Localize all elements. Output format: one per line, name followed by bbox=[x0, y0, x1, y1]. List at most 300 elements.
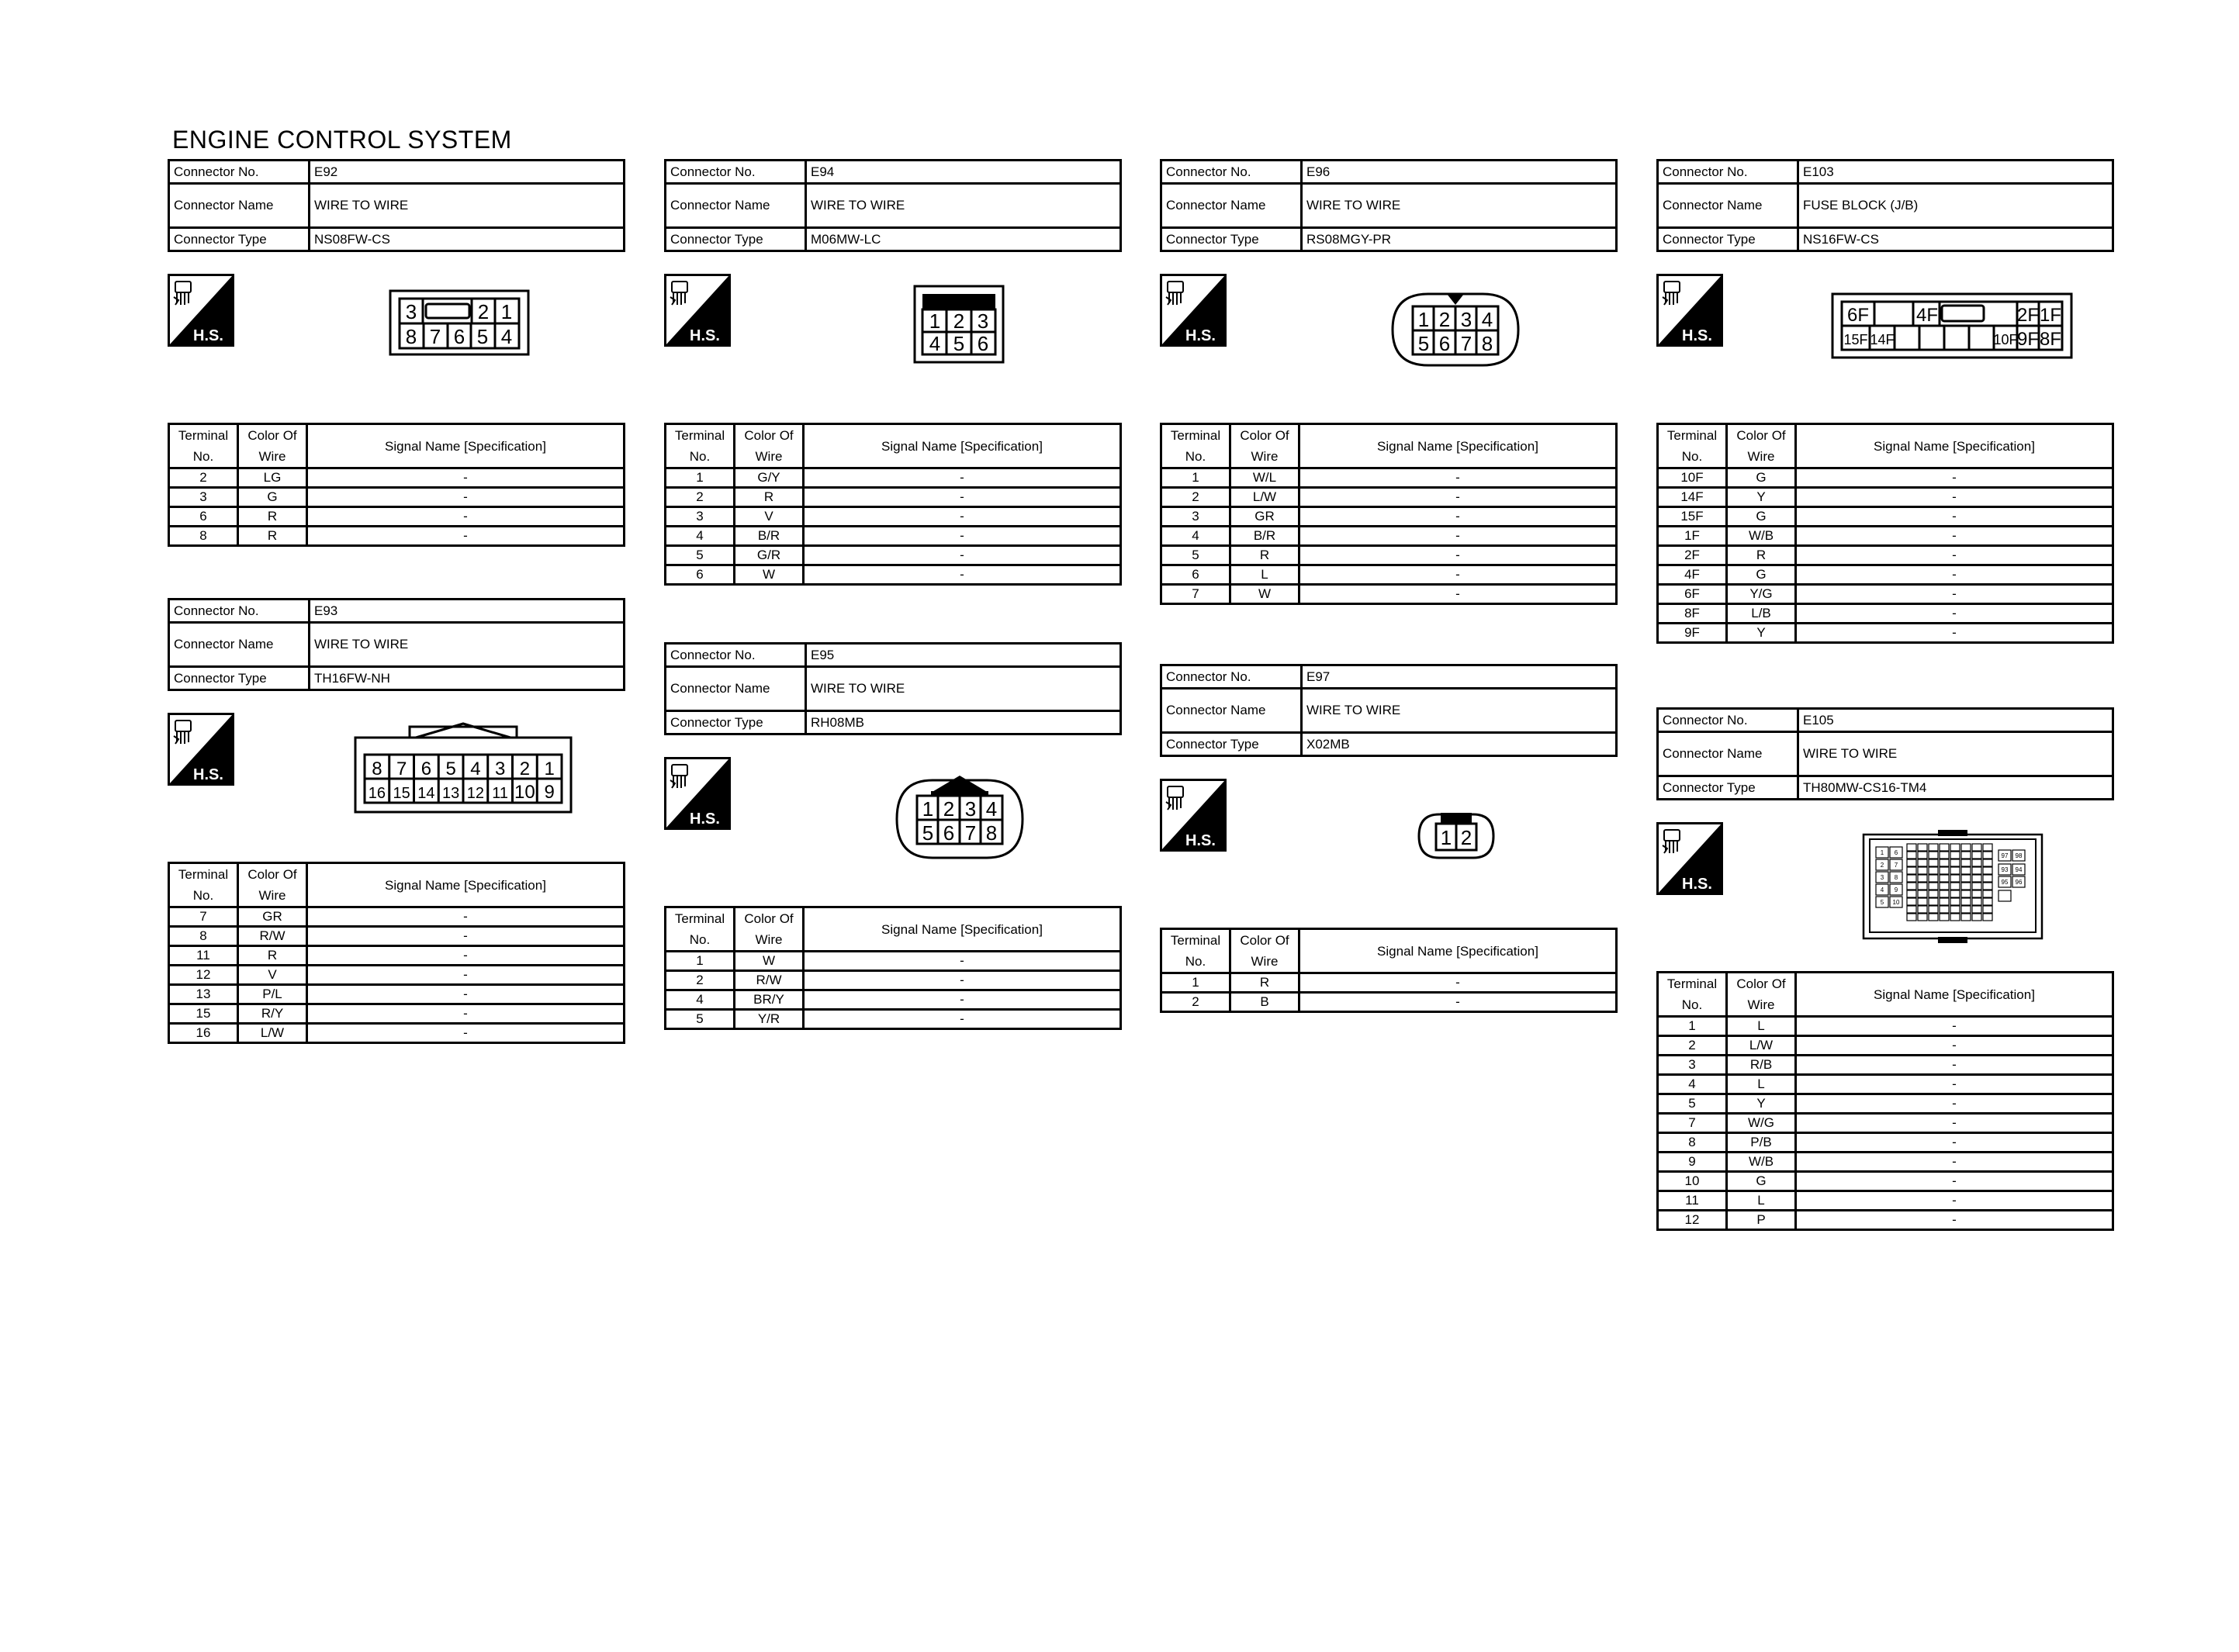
wire-color-cell: R bbox=[238, 527, 307, 546]
wire-color-cell: L bbox=[1230, 565, 1299, 585]
connector-name-value: WIRE TO WIRE bbox=[310, 623, 625, 667]
pin-label: 4F bbox=[1915, 305, 1939, 326]
pin-label: 2 bbox=[519, 759, 531, 779]
hs-label: H.S. bbox=[1185, 327, 1216, 344]
signal-name-cell: - bbox=[804, 1010, 1121, 1029]
pin-label: 5 bbox=[1880, 899, 1884, 906]
pin-label: 5 bbox=[476, 325, 489, 348]
terminal-table bbox=[1160, 928, 1618, 1013]
connector-no-value: E96 bbox=[1302, 161, 1617, 184]
terminal-no-cell: 9 bbox=[1658, 1153, 1727, 1172]
color-of-wire-header: Color Of Wire bbox=[1727, 973, 1796, 1017]
signal-name-cell: - bbox=[1796, 468, 2113, 488]
harness-side-icon bbox=[1160, 274, 1227, 347]
signal-name-cell: - bbox=[1796, 1094, 2113, 1114]
pin-label: 5 bbox=[445, 759, 456, 779]
signal-name-cell: - bbox=[1796, 1172, 2113, 1191]
signal-name-header: Signal Name [Specification] bbox=[1299, 424, 1617, 468]
pin-label: 1 bbox=[1417, 308, 1430, 331]
pin-label: 16 bbox=[368, 785, 386, 802]
wire-color-cell: L/W bbox=[1727, 1036, 1796, 1056]
table-row bbox=[1161, 973, 1617, 993]
terminal-no-cell: 2 bbox=[1658, 1036, 1727, 1056]
signal-name-cell: - bbox=[307, 1004, 625, 1024]
table-row bbox=[666, 488, 1121, 507]
signal-name-cell: - bbox=[307, 468, 625, 488]
table-row bbox=[1161, 565, 1617, 585]
wire-color-cell: Y bbox=[1727, 488, 1796, 507]
pin-label: 2 bbox=[1460, 826, 1472, 849]
hs-label: H.S. bbox=[1682, 876, 1712, 893]
connector-name-label: Connector Name bbox=[666, 184, 806, 228]
table-row bbox=[1658, 1191, 2113, 1211]
signal-name-cell: - bbox=[307, 1024, 625, 1043]
wire-color-cell: W bbox=[735, 952, 804, 971]
connector-no-value: E93 bbox=[310, 600, 625, 623]
terminal-table bbox=[1160, 423, 1618, 605]
terminal-table bbox=[168, 862, 625, 1044]
table-row bbox=[169, 927, 625, 946]
table-row bbox=[1658, 1075, 2113, 1094]
pin-label: 7 bbox=[429, 325, 441, 348]
table-row bbox=[666, 507, 1121, 527]
pin-label: 8 bbox=[1894, 874, 1898, 881]
table-row bbox=[1658, 604, 2113, 624]
pin-label: 1 bbox=[922, 797, 934, 821]
connector-name-value: WIRE TO WIRE bbox=[806, 667, 1121, 711]
terminal-no-cell: 10 bbox=[1658, 1172, 1727, 1191]
pin-label: 3 bbox=[405, 300, 417, 323]
signal-name-cell: - bbox=[1299, 488, 1617, 507]
pin-label: 5 bbox=[922, 821, 934, 845]
pin-label: 14F bbox=[1870, 332, 1895, 347]
terminal-no-cell: 13 bbox=[169, 985, 238, 1004]
harness-side-icon bbox=[1656, 822, 1723, 895]
table-row bbox=[1658, 1114, 2113, 1133]
table-row bbox=[1658, 585, 2113, 604]
wire-color-cell: B bbox=[1230, 993, 1299, 1012]
signal-name-header: Signal Name [Specification] bbox=[1796, 424, 2113, 468]
terminal-no-cell: 9F bbox=[1658, 624, 1727, 643]
table-row bbox=[1658, 488, 2113, 507]
wire-color-cell: B/R bbox=[1230, 527, 1299, 546]
connector-no-label: Connector No. bbox=[169, 600, 310, 623]
signal-name-cell: - bbox=[1796, 604, 2113, 624]
terminal-table bbox=[168, 423, 625, 547]
signal-name-cell: - bbox=[1299, 468, 1617, 488]
connector-face-e103 bbox=[1831, 292, 2073, 359]
wire-color-cell: R/W bbox=[735, 971, 804, 990]
signal-name-cell: - bbox=[1796, 1056, 2113, 1075]
terminal-no-cell: 5 bbox=[666, 546, 735, 565]
color-of-wire-header: Color Of Wire bbox=[1230, 424, 1299, 468]
pin-label: 7 bbox=[964, 821, 977, 845]
wire-color-cell: V bbox=[238, 966, 307, 985]
pin-label: 2F bbox=[2016, 305, 2040, 326]
terminal-no-cell: 12 bbox=[169, 966, 238, 985]
signal-name-cell: - bbox=[1796, 546, 2113, 565]
signal-name-cell: - bbox=[1796, 1211, 2113, 1230]
connector-type-label: Connector Type bbox=[1161, 733, 1302, 756]
pin-label: 4 bbox=[1880, 886, 1884, 893]
terminal-no-header: Terminal No. bbox=[1658, 973, 1727, 1017]
signal-name-cell: - bbox=[1796, 585, 2113, 604]
connector-type-label: Connector Type bbox=[169, 667, 310, 690]
pin-label: 3 bbox=[1460, 308, 1472, 331]
pin-label: 2 bbox=[477, 300, 490, 323]
pin-label: 7 bbox=[1460, 332, 1472, 355]
wire-color-cell: P bbox=[1727, 1211, 1796, 1230]
connector-no-label: Connector No. bbox=[1658, 161, 1798, 184]
wire-color-cell: LG bbox=[238, 468, 307, 488]
pin-label: 8F bbox=[2039, 329, 2062, 350]
terminal-table bbox=[1656, 971, 2114, 1231]
connector-no-label: Connector No. bbox=[666, 644, 806, 667]
harness-side-icon bbox=[664, 757, 731, 830]
connector-type-label: Connector Type bbox=[666, 228, 806, 251]
connector-diagram bbox=[664, 252, 1122, 355]
terminal-no-cell: 8 bbox=[1658, 1133, 1727, 1153]
color-of-wire-header: Color Of Wire bbox=[1230, 929, 1299, 973]
terminal-no-header: Terminal No. bbox=[666, 907, 735, 952]
pin-label: 4 bbox=[985, 797, 998, 821]
pin-label: 2 bbox=[953, 309, 965, 333]
connector-block-e97 bbox=[1160, 664, 1618, 1009]
signal-name-cell: - bbox=[804, 990, 1121, 1010]
terminal-no-cell: 11 bbox=[169, 946, 238, 966]
signal-name-cell: - bbox=[1796, 527, 2113, 546]
harness-side-icon bbox=[168, 713, 234, 786]
connector-name-label: Connector Name bbox=[169, 623, 310, 667]
pin-label: 1 bbox=[1440, 826, 1452, 849]
terminal-no-cell: 8 bbox=[169, 527, 238, 546]
signal-name-header: Signal Name [Specification] bbox=[307, 863, 625, 907]
wire-color-cell: W bbox=[1230, 585, 1299, 604]
connector-type-value: X02MB bbox=[1302, 733, 1617, 756]
table-row bbox=[1161, 507, 1617, 527]
connector-block-e95 bbox=[664, 642, 1122, 1026]
wire-color-cell: G bbox=[1727, 565, 1796, 585]
table-row bbox=[169, 985, 625, 1004]
signal-name-cell: - bbox=[307, 946, 625, 966]
table-row bbox=[666, 952, 1121, 971]
terminal-no-cell: 1 bbox=[666, 952, 735, 971]
signal-name-header: Signal Name [Specification] bbox=[804, 424, 1121, 468]
terminal-no-header: Terminal No. bbox=[169, 424, 238, 468]
pin-label: 5 bbox=[1417, 332, 1430, 355]
connector-no-value: E94 bbox=[806, 161, 1121, 184]
connector-no-value: E97 bbox=[1302, 665, 1617, 689]
connector-type-label: Connector Type bbox=[666, 711, 806, 734]
connector-face-e94 bbox=[913, 285, 1005, 364]
connector-diagram bbox=[1160, 757, 1618, 850]
connector-name-value: WIRE TO WIRE bbox=[310, 184, 625, 228]
pin-label: 3 bbox=[964, 797, 977, 821]
wire-color-cell: Y/R bbox=[735, 1010, 804, 1029]
connector-type-value: RH08MB bbox=[806, 711, 1121, 734]
signal-name-header: Signal Name [Specification] bbox=[307, 424, 625, 468]
connector-block-e92 bbox=[168, 159, 625, 543]
hs-label: H.S. bbox=[690, 810, 720, 828]
table-row bbox=[169, 468, 625, 488]
pin-label: 93 bbox=[2001, 866, 2009, 873]
signal-name-header: Signal Name [Specification] bbox=[1796, 973, 2113, 1017]
signal-name-cell: - bbox=[804, 971, 1121, 990]
pin-label: 3 bbox=[1880, 874, 1884, 881]
wire-color-cell: G bbox=[1727, 507, 1796, 527]
terminal-no-cell: 3 bbox=[169, 488, 238, 507]
signal-name-cell: - bbox=[307, 985, 625, 1004]
wire-color-cell: BR/Y bbox=[735, 990, 804, 1010]
pin-label: 4 bbox=[470, 759, 481, 779]
connector-name-value: WIRE TO WIRE bbox=[1302, 184, 1617, 228]
signal-name-header: Signal Name [Specification] bbox=[1299, 929, 1617, 973]
connector-type-label: Connector Type bbox=[1658, 776, 1798, 800]
terminal-no-cell: 12 bbox=[1658, 1211, 1727, 1230]
connector-type-label: Connector Type bbox=[169, 228, 310, 251]
signal-name-cell: - bbox=[1299, 527, 1617, 546]
table-row bbox=[1658, 1153, 2113, 1172]
wire-color-cell: R bbox=[1230, 546, 1299, 565]
color-of-wire-header: Color Of Wire bbox=[735, 424, 804, 468]
pin-label: 96 bbox=[2015, 879, 2023, 886]
connector-no-value: E105 bbox=[1798, 709, 2113, 732]
connector-info-table bbox=[1656, 707, 2114, 800]
terminal-no-cell: 14F bbox=[1658, 488, 1727, 507]
pin-label: 8 bbox=[1481, 332, 1493, 355]
wire-color-cell: R bbox=[1727, 546, 1796, 565]
pin-label: 2 bbox=[943, 797, 955, 821]
connector-diagram bbox=[1656, 800, 2114, 906]
connector-no-value: E92 bbox=[310, 161, 625, 184]
terminal-no-cell: 1 bbox=[1161, 973, 1230, 993]
connector-no-value: E95 bbox=[806, 644, 1121, 667]
wire-color-cell: L/W bbox=[238, 1024, 307, 1043]
table-row bbox=[1658, 1017, 2113, 1036]
table-row bbox=[1161, 993, 1617, 1012]
connector-diagram bbox=[1160, 252, 1618, 355]
signal-name-cell: - bbox=[804, 488, 1121, 507]
connector-block-e105 bbox=[1656, 707, 2114, 1227]
signal-name-cell: - bbox=[307, 907, 625, 927]
terminal-no-cell: 11 bbox=[1658, 1191, 1727, 1211]
connector-name-label: Connector Name bbox=[1161, 184, 1302, 228]
connector-name-value: FUSE BLOCK (J/B) bbox=[1798, 184, 2113, 228]
table-row bbox=[666, 527, 1121, 546]
table-row bbox=[1658, 546, 2113, 565]
pin-label: 9 bbox=[544, 782, 555, 803]
terminal-no-cell: 1 bbox=[666, 468, 735, 488]
connector-diagram bbox=[1656, 252, 2114, 350]
connector-name-label: Connector Name bbox=[1658, 184, 1798, 228]
terminal-no-header: Terminal No. bbox=[1161, 929, 1230, 973]
pin-label: 4 bbox=[500, 325, 513, 348]
terminal-no-cell: 8F bbox=[1658, 604, 1727, 624]
wire-color-cell: B/R bbox=[735, 527, 804, 546]
signal-name-cell: - bbox=[804, 546, 1121, 565]
connector-info-table bbox=[168, 159, 625, 252]
pin-label: 6 bbox=[943, 821, 955, 845]
connector-face-e93 bbox=[354, 721, 573, 814]
connector-type-value: TH80MW-CS16-TM4 bbox=[1798, 776, 2113, 800]
terminal-no-cell: 3 bbox=[1161, 507, 1230, 527]
terminal-no-cell: 15 bbox=[169, 1004, 238, 1024]
connector-block-e103 bbox=[1656, 159, 2114, 640]
signal-name-cell: - bbox=[307, 527, 625, 546]
pin-label: 6 bbox=[1894, 849, 1898, 856]
wire-color-cell: L bbox=[1727, 1017, 1796, 1036]
terminal-no-cell: 1F bbox=[1658, 527, 1727, 546]
terminal-no-header: Terminal No. bbox=[666, 424, 735, 468]
harness-side-icon bbox=[664, 274, 731, 347]
table-row bbox=[666, 565, 1121, 585]
signal-name-cell: - bbox=[1299, 546, 1617, 565]
signal-name-cell: - bbox=[1796, 1075, 2113, 1094]
signal-name-cell: - bbox=[1299, 507, 1617, 527]
connector-block-e93 bbox=[168, 598, 625, 1040]
table-row bbox=[1658, 1211, 2113, 1230]
signal-name-cell: - bbox=[804, 952, 1121, 971]
connector-name-label: Connector Name bbox=[169, 184, 310, 228]
terminal-no-header: Terminal No. bbox=[1161, 424, 1230, 468]
signal-name-cell: - bbox=[307, 507, 625, 527]
connector-face-e97 bbox=[1416, 804, 1497, 862]
wire-color-cell: R bbox=[238, 507, 307, 527]
signal-name-cell: - bbox=[804, 565, 1121, 585]
table-row bbox=[1658, 468, 2113, 488]
table-row bbox=[1658, 1133, 2113, 1153]
connector-info-table bbox=[1160, 159, 1618, 252]
hs-label: H.S. bbox=[1185, 832, 1216, 849]
pin-label: 5 bbox=[953, 332, 965, 355]
connector-info-table bbox=[664, 642, 1122, 735]
terminal-no-cell: 2 bbox=[666, 971, 735, 990]
pin-label: 1F bbox=[2039, 305, 2062, 326]
terminal-no-cell: 5 bbox=[1161, 546, 1230, 565]
pin-label: 95 bbox=[2001, 879, 2009, 886]
connector-name-value: WIRE TO WIRE bbox=[1302, 689, 1617, 733]
terminal-no-cell: 4 bbox=[666, 527, 735, 546]
pin-label: 8 bbox=[372, 759, 382, 779]
signal-name-cell: - bbox=[1796, 507, 2113, 527]
connector-info-table bbox=[168, 598, 625, 691]
wire-color-cell: R bbox=[1230, 973, 1299, 993]
pin-label: 4 bbox=[1481, 308, 1493, 331]
pin-label: 10 bbox=[1892, 899, 1900, 906]
pin-label: 7 bbox=[396, 759, 407, 779]
table-row bbox=[169, 966, 625, 985]
pin-label: 15F bbox=[1843, 332, 1868, 347]
table-row bbox=[1658, 1056, 2113, 1075]
pin-label: 3 bbox=[977, 309, 989, 333]
pin-label: 6 bbox=[977, 332, 989, 355]
pin-label: 6 bbox=[420, 759, 432, 779]
signal-name-cell: - bbox=[1796, 488, 2113, 507]
page-title: ENGINE CONTROL SYSTEM bbox=[172, 126, 512, 154]
signal-name-cell: - bbox=[1299, 565, 1617, 585]
signal-name-cell: - bbox=[1299, 973, 1617, 993]
color-of-wire-header: Color Of Wire bbox=[1727, 424, 1796, 468]
wire-color-cell: P/B bbox=[1727, 1133, 1796, 1153]
pin-label: 12 bbox=[466, 785, 484, 802]
signal-name-cell: - bbox=[804, 507, 1121, 527]
connector-diagram bbox=[168, 252, 625, 348]
wire-color-cell: G bbox=[1727, 1172, 1796, 1191]
table-row bbox=[1161, 585, 1617, 604]
terminal-no-cell: 4 bbox=[666, 990, 735, 1010]
connector-face-e96 bbox=[1389, 291, 1521, 368]
terminal-no-cell: 7 bbox=[169, 907, 238, 927]
wire-color-cell: G bbox=[1727, 468, 1796, 488]
wire-color-cell: W/B bbox=[1727, 1153, 1796, 1172]
signal-name-cell: - bbox=[1299, 585, 1617, 604]
connector-face-e92 bbox=[389, 289, 530, 356]
terminal-no-cell: 15F bbox=[1658, 507, 1727, 527]
terminal-no-cell: 6 bbox=[169, 507, 238, 527]
pin-label: 1 bbox=[929, 309, 941, 333]
hs-label: H.S. bbox=[1682, 327, 1712, 344]
connector-info-table bbox=[1656, 159, 2114, 252]
wire-color-cell: P/L bbox=[238, 985, 307, 1004]
terminal-table bbox=[1656, 423, 2114, 644]
terminal-no-cell: 7 bbox=[1161, 585, 1230, 604]
table-row bbox=[666, 990, 1121, 1010]
signal-name-cell: - bbox=[1796, 1114, 2113, 1133]
connector-no-label: Connector No. bbox=[1161, 161, 1302, 184]
pin-label: 11 bbox=[492, 785, 509, 802]
signal-name-cell: - bbox=[804, 527, 1121, 546]
signal-name-cell: - bbox=[1796, 1191, 2113, 1211]
table-row bbox=[169, 488, 625, 507]
connector-face-e95 bbox=[894, 768, 1026, 861]
connector-type-value: NS08FW-CS bbox=[310, 228, 625, 251]
table-row bbox=[666, 971, 1121, 990]
connector-info-table bbox=[664, 159, 1122, 252]
terminal-no-cell: 1 bbox=[1658, 1017, 1727, 1036]
table-row bbox=[1658, 1036, 2113, 1056]
terminal-no-cell: 3 bbox=[1658, 1056, 1727, 1075]
wire-color-cell: L bbox=[1727, 1191, 1796, 1211]
pin-label: 8 bbox=[985, 821, 998, 845]
signal-name-cell: - bbox=[1796, 1036, 2113, 1056]
signal-name-cell: - bbox=[1796, 1017, 2113, 1036]
terminal-no-cell: 2 bbox=[1161, 488, 1230, 507]
table-row bbox=[1161, 488, 1617, 507]
wire-color-cell: G/Y bbox=[735, 468, 804, 488]
table-row bbox=[1161, 527, 1617, 546]
table-row bbox=[1658, 624, 2113, 643]
terminal-no-cell: 6 bbox=[1161, 565, 1230, 585]
connector-no-label: Connector No. bbox=[1658, 709, 1798, 732]
connector-block-e94 bbox=[664, 159, 1122, 582]
connector-name-label: Connector Name bbox=[1161, 689, 1302, 733]
table-row bbox=[169, 907, 625, 927]
wire-color-cell: R/Y bbox=[238, 1004, 307, 1024]
signal-name-cell: - bbox=[307, 966, 625, 985]
connector-diagram bbox=[664, 735, 1122, 845]
connector-no-label: Connector No. bbox=[666, 161, 806, 184]
table-row bbox=[1658, 507, 2113, 527]
wire-color-cell: L/W bbox=[1230, 488, 1299, 507]
harness-side-icon bbox=[1656, 274, 1723, 347]
terminal-no-cell: 6 bbox=[666, 565, 735, 585]
pin-label: 10F bbox=[1993, 332, 2018, 347]
pin-label: 1 bbox=[1880, 849, 1884, 856]
wire-color-cell: GR bbox=[238, 907, 307, 927]
connector-name-label: Connector Name bbox=[666, 667, 806, 711]
signal-name-cell: - bbox=[804, 468, 1121, 488]
table-row bbox=[169, 1004, 625, 1024]
